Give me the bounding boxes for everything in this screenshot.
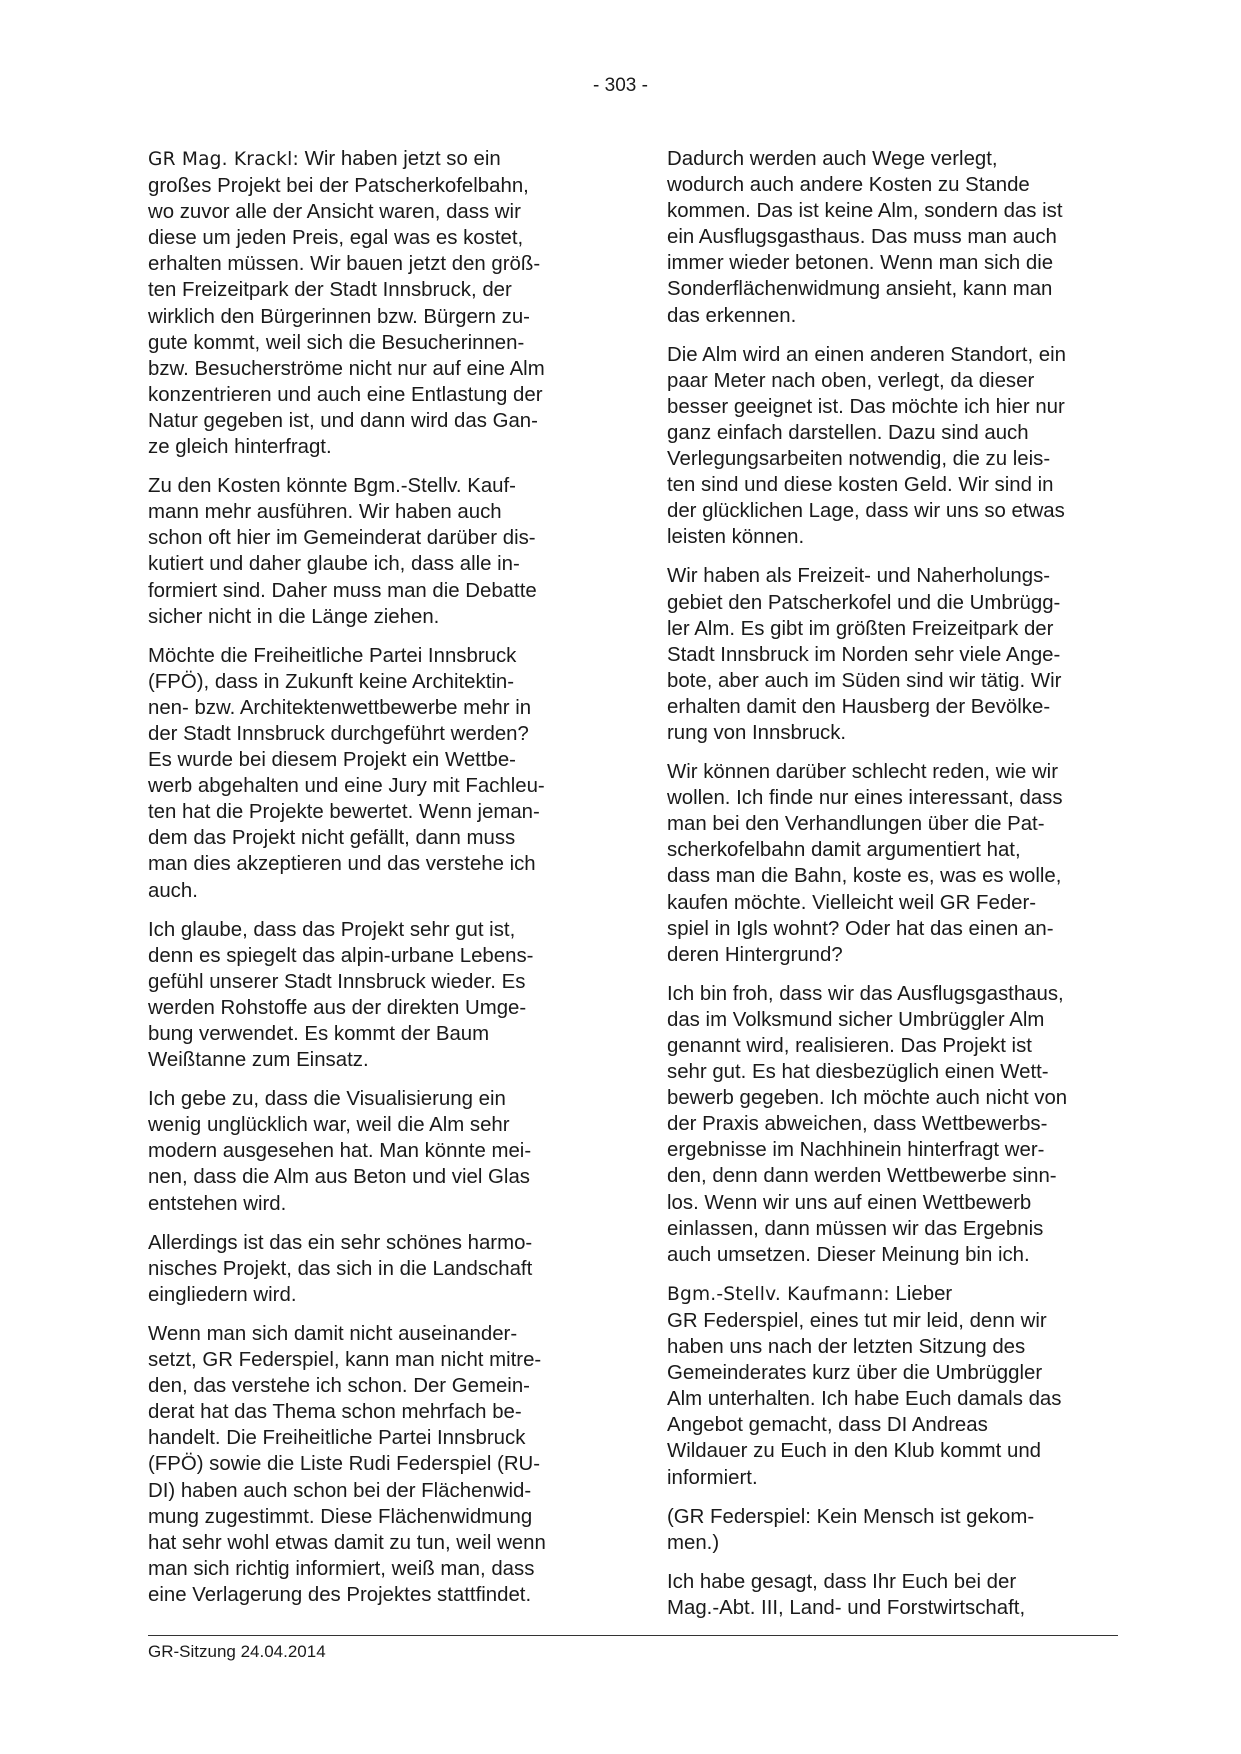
- speaker-name: GR Mag. Krackl:: [148, 149, 299, 170]
- paragraph: Wenn man sich damit nicht auseinander- setzt, GR Federspiel, kann man nicht mitre- den, das verstehe ich schon. Der Gemein- derat hat das Thema schon mehrfach be- handelt. Die Freiheitliche Partei Innsbruck (FPÖ) sowie die Liste Rudi Federspiel (RU- DI) haben auch schon bei der Flächenwid- mung zugestimmt. Diese Flächenwidmung hat sehr wohl etwas damit zu tun, weil wenn man sich richtig informiert, weiß man, dass eine Verlagerung des Projektes stattfindet.: [148, 1322, 546, 1606]
- paragraph: (GR Federspiel: Kein Mensch ist gekom- men.): [667, 1505, 1035, 1554]
- paragraph: Allerdings ist das ein sehr schönes harmo- nisches Projekt, das sich in die Landschaft eingliedern wird.: [148, 1231, 533, 1306]
- paragraph: Wir haben als Freizeit- und Naherholungs- gebiet den Patscherkofel und die Umbrügg- ler Alm. Es gibt im größten Freizeitpark der Stadt Innsbruck im Norden sehr viele Ange- bote, aber auch im Süden sind wir tätig. Wir erhalten damit den Hausberg der Bevölke- rung von Innsbruck.: [667, 565, 1062, 744]
- page-number: - 303 -: [593, 75, 648, 96]
- paragraph-text: Wir haben jetzt so ein großes Projekt bei der Patscherkofelbahn, wo zuvor alle der Ansicht waren, dass wir diese um jeden Preis, egal was es kostet, erhalten müssen. Wir bauen jetzt den größ- ten Freizeitpark der Stadt Innsbruck, der wirklich den Bürgerinnen bzw. Bürgern zu- gute kommt, weil sich die Besucherinnen- bzw. Besucherströme nicht nur auf eine Alm konzentrieren und auch eine Entlastung der Natur gegeben ist, und dann wird das Gan- ze gleich hinterfragt.: [148, 148, 545, 459]
- paragraph: Wir können darüber schlecht reden, wie wir wollen. Ich finde nur eines interessant, dass man bei den Verhandlungen über die Pat- scherkofelbahn damit argumentiert hat, dass man die Bahn, koste es, was es wolle, kaufen möchte. Vielleicht weil GR Feder- spiel in Igls wohnt? Oder hat das einen an- deren Hintergrund?: [667, 761, 1063, 966]
- paragraph: Zu den Kosten könnte Bgm.-Stellv. Kauf- mann mehr ausführen. Wir haben auch schon oft hier im Gemeinderat darüber dis- kutiert und daher glaube ich, dass alle in- formiert sind. Daher muss man die Debatte sicher nicht in die Länge ziehen.: [148, 475, 537, 628]
- paragraph-text: Lieber GR Federspiel, eines tut mir leid, denn wir haben uns nach der letzten Sitzung des Gemeinderates kurz über die Umbrüggler Alm unterhalten. Ich habe Euch damals das Angebot gemacht, dass DI Andreas Wildauer zu Euch in den Klub kommt und informiert.: [667, 1282, 1062, 1489]
- speaker-name: Bgm.-Stellv. Kaufmann:: [667, 1283, 890, 1305]
- paragraph: Ich gebe zu, dass die Visualisierung ein wenig unglücklich war, weil die Alm sehr modern ausgesehen hat. Man könnte mei- nen, dass die Alm aus Beton und viel Glas entstehen wird.: [148, 1088, 532, 1215]
- paragraph: Dadurch werden auch Wege verlegt, wodurch auch andere Kosten zu Stande kommen. Das ist keine Alm, sondern das ist ein Ausflugsgasthaus. Das muss man auch immer wieder betonen. Wenn man sich die Sonderflächenwidmung ansieht, kann man das erkennen.: [667, 148, 1063, 327]
- paragraph: Die Alm wird an einen anderen Standort, ein paar Meter nach oben, verlegt, da dieser besser geeignet ist. Das möchte ich hier nur ganz einfach darstellen. Dazu sind auch Verlegungsarbeiten notwendig, die zu leis- ten sind und diese kosten Geld. Wir sind in der glücklichen Lage, dass wir uns so etwas leisten können.: [667, 343, 1066, 549]
- paragraph: Möchte die Freiheitliche Partei Innsbruck (FPÖ), dass in Zukunft keine Architektin- nen- bzw. Architektenwettbewerbe mehr in der Stadt Innsbruck durchgeführt werden? Es wurde bei diesem Projekt ein Wettbe- werb abgehalten und eine Jury mit Fachleu- ten hat die Projekte bewertet. Wenn jeman- dem das Projekt nicht gefällt, dann muss man dies akzeptieren und das verstehe ich auch.: [148, 644, 545, 902]
- paragraph: Ich glaube, dass das Projekt sehr gut ist, denn es spiegelt das alpin-urbane Lebens- gefühl unserer Stadt Innsbruck wieder. Es werden Rohstoffe aus der direkten Umge- bung verwendet. Es kommt der Baum Weißtanne zum Einsatz.: [148, 918, 534, 1072]
- right-column: [667, 146, 1127, 1634]
- footer-text: GR-Sitzung 24.04.2014: [148, 1642, 326, 1661]
- left-column: [148, 146, 608, 1621]
- paragraph: [148, 146, 608, 460]
- paragraph: Ich habe gesagt, dass Ihr Euch bei der Mag.-Abt. III, Land- und Forstwirtschaft,: [667, 1570, 1026, 1619]
- footer-divider: [148, 1635, 1118, 1636]
- paragraph: Ich bin froh, dass wir das Ausflugsgasthaus, das im Volksmund sicher Umbrüggler Alm genannt wird, realisieren. Das Projekt ist sehr gut. Es hat diesbezüglich einen Wett- bewerb gegeben. Ich möchte auch nicht von der Praxis abweichen, dass Wettbewerbs- ergebnisse im Nachhinein hinterfragt wer- den, denn dann werden Wettbewerbe sinn- los. Wenn wir uns auf einen Wettbewerb einlassen, dann müssen wir das Ergebnis auch umsetzen. Dieser Meinung bin ich.: [667, 982, 1068, 1266]
- paragraph: [667, 1281, 1127, 1491]
